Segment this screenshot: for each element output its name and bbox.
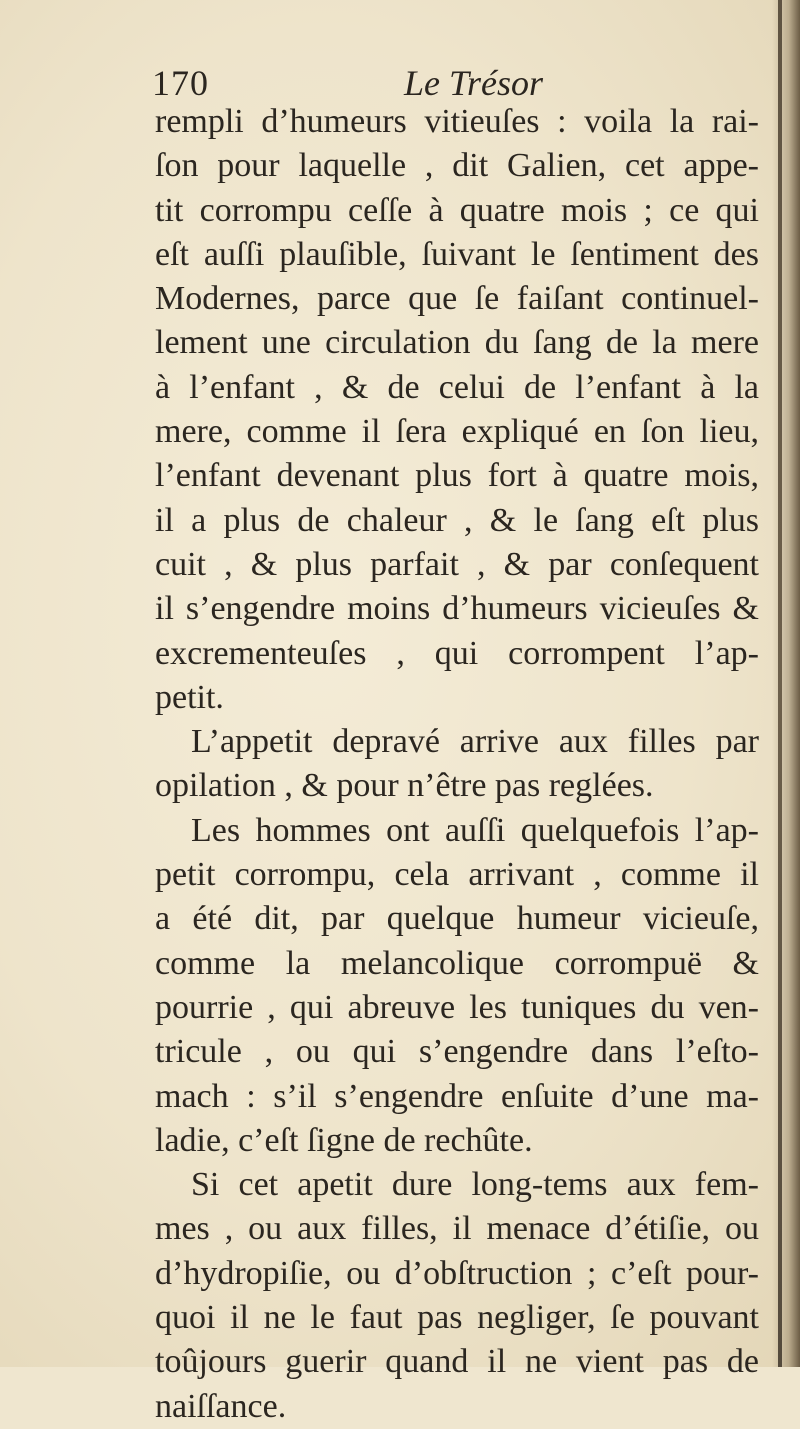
text-line: d’hydropiſie, ou d’obſtruction ; c’eſt pour- bbox=[155, 1254, 759, 1292]
text-line: petit. bbox=[155, 678, 224, 716]
text-line: mes , ou aux filles, il menace d’étiſie, ou bbox=[155, 1210, 759, 1248]
page-number: 170 bbox=[152, 63, 209, 103]
page-edge-line bbox=[778, 0, 782, 1367]
body-text bbox=[155, 100, 759, 1429]
running-title: Le Trésor bbox=[404, 63, 544, 103]
text-line: tit corrompu ceſſe à quatre mois ; ce qui bbox=[155, 191, 759, 229]
text-line: lement une circulation du ſang de la mere bbox=[155, 324, 759, 362]
text-line: petit corrompu, cela arrivant , comme il bbox=[155, 856, 759, 894]
text-line: à l’enfant , & de celui de l’enfant à la bbox=[155, 368, 759, 406]
page-gutter-shadow bbox=[772, 0, 800, 1367]
text-line: tricule , ou qui s’engendre dans l’eſto- bbox=[155, 1033, 759, 1071]
text-line: ſon pour laquelle , dit Galien, cet appe- bbox=[155, 147, 759, 185]
text-line: toûjours guerir quand il ne vient pas de bbox=[155, 1343, 759, 1381]
text-line: ladie, c’eſt ſigne de rechûte. bbox=[155, 1121, 533, 1159]
text-line: rempli d’humeurs vitieuſes : voila la rai- bbox=[155, 103, 759, 140]
text-line: a été dit, par quelque humeur vicieuſe, bbox=[155, 900, 759, 938]
text-line: mere, comme il ſera expliqué en ſon lieu, bbox=[155, 413, 759, 451]
text-line: naiſſance. bbox=[155, 1387, 287, 1425]
text-line: il a plus de chaleur , & le ſang eſt plus bbox=[155, 501, 759, 539]
paragraph-start-line: L’appetit depravé arrive aux filles par bbox=[191, 723, 759, 761]
text-line: eſt auſſi plauſible, ſuivant le ſentiment des bbox=[155, 235, 759, 273]
text-line: l’enfant devenant plus fort à quatre mois, bbox=[155, 457, 759, 495]
text-line: pourrie , qui abreuve les tuniques du ven- bbox=[155, 988, 759, 1026]
text-line: excrementeuſes , qui corrompent l’ap- bbox=[155, 634, 759, 672]
text-line: il s’engendre moins d’humeurs vicieuſes & bbox=[155, 590, 759, 628]
text-line: quoi il ne le faut pas negliger, ſe pouvant bbox=[155, 1299, 759, 1337]
text-line: mach : s’il s’engendre enſuite d’une ma- bbox=[155, 1077, 759, 1115]
text-line: cuit , & plus parfait , & par conſequent bbox=[155, 545, 759, 583]
text-line: Modernes, parce que ſe faiſant continuel- bbox=[155, 280, 759, 318]
paragraph-start-line: Les hommes ont auſſi quelquefois l’ap- bbox=[191, 811, 759, 849]
text-line: comme la melancolique corrompuë & bbox=[155, 944, 759, 982]
paragraph-start-line: Si cet apetit dure long-tems aux fem- bbox=[191, 1166, 759, 1204]
text-line: opilation , & pour n’être pas reglées. bbox=[155, 767, 654, 805]
